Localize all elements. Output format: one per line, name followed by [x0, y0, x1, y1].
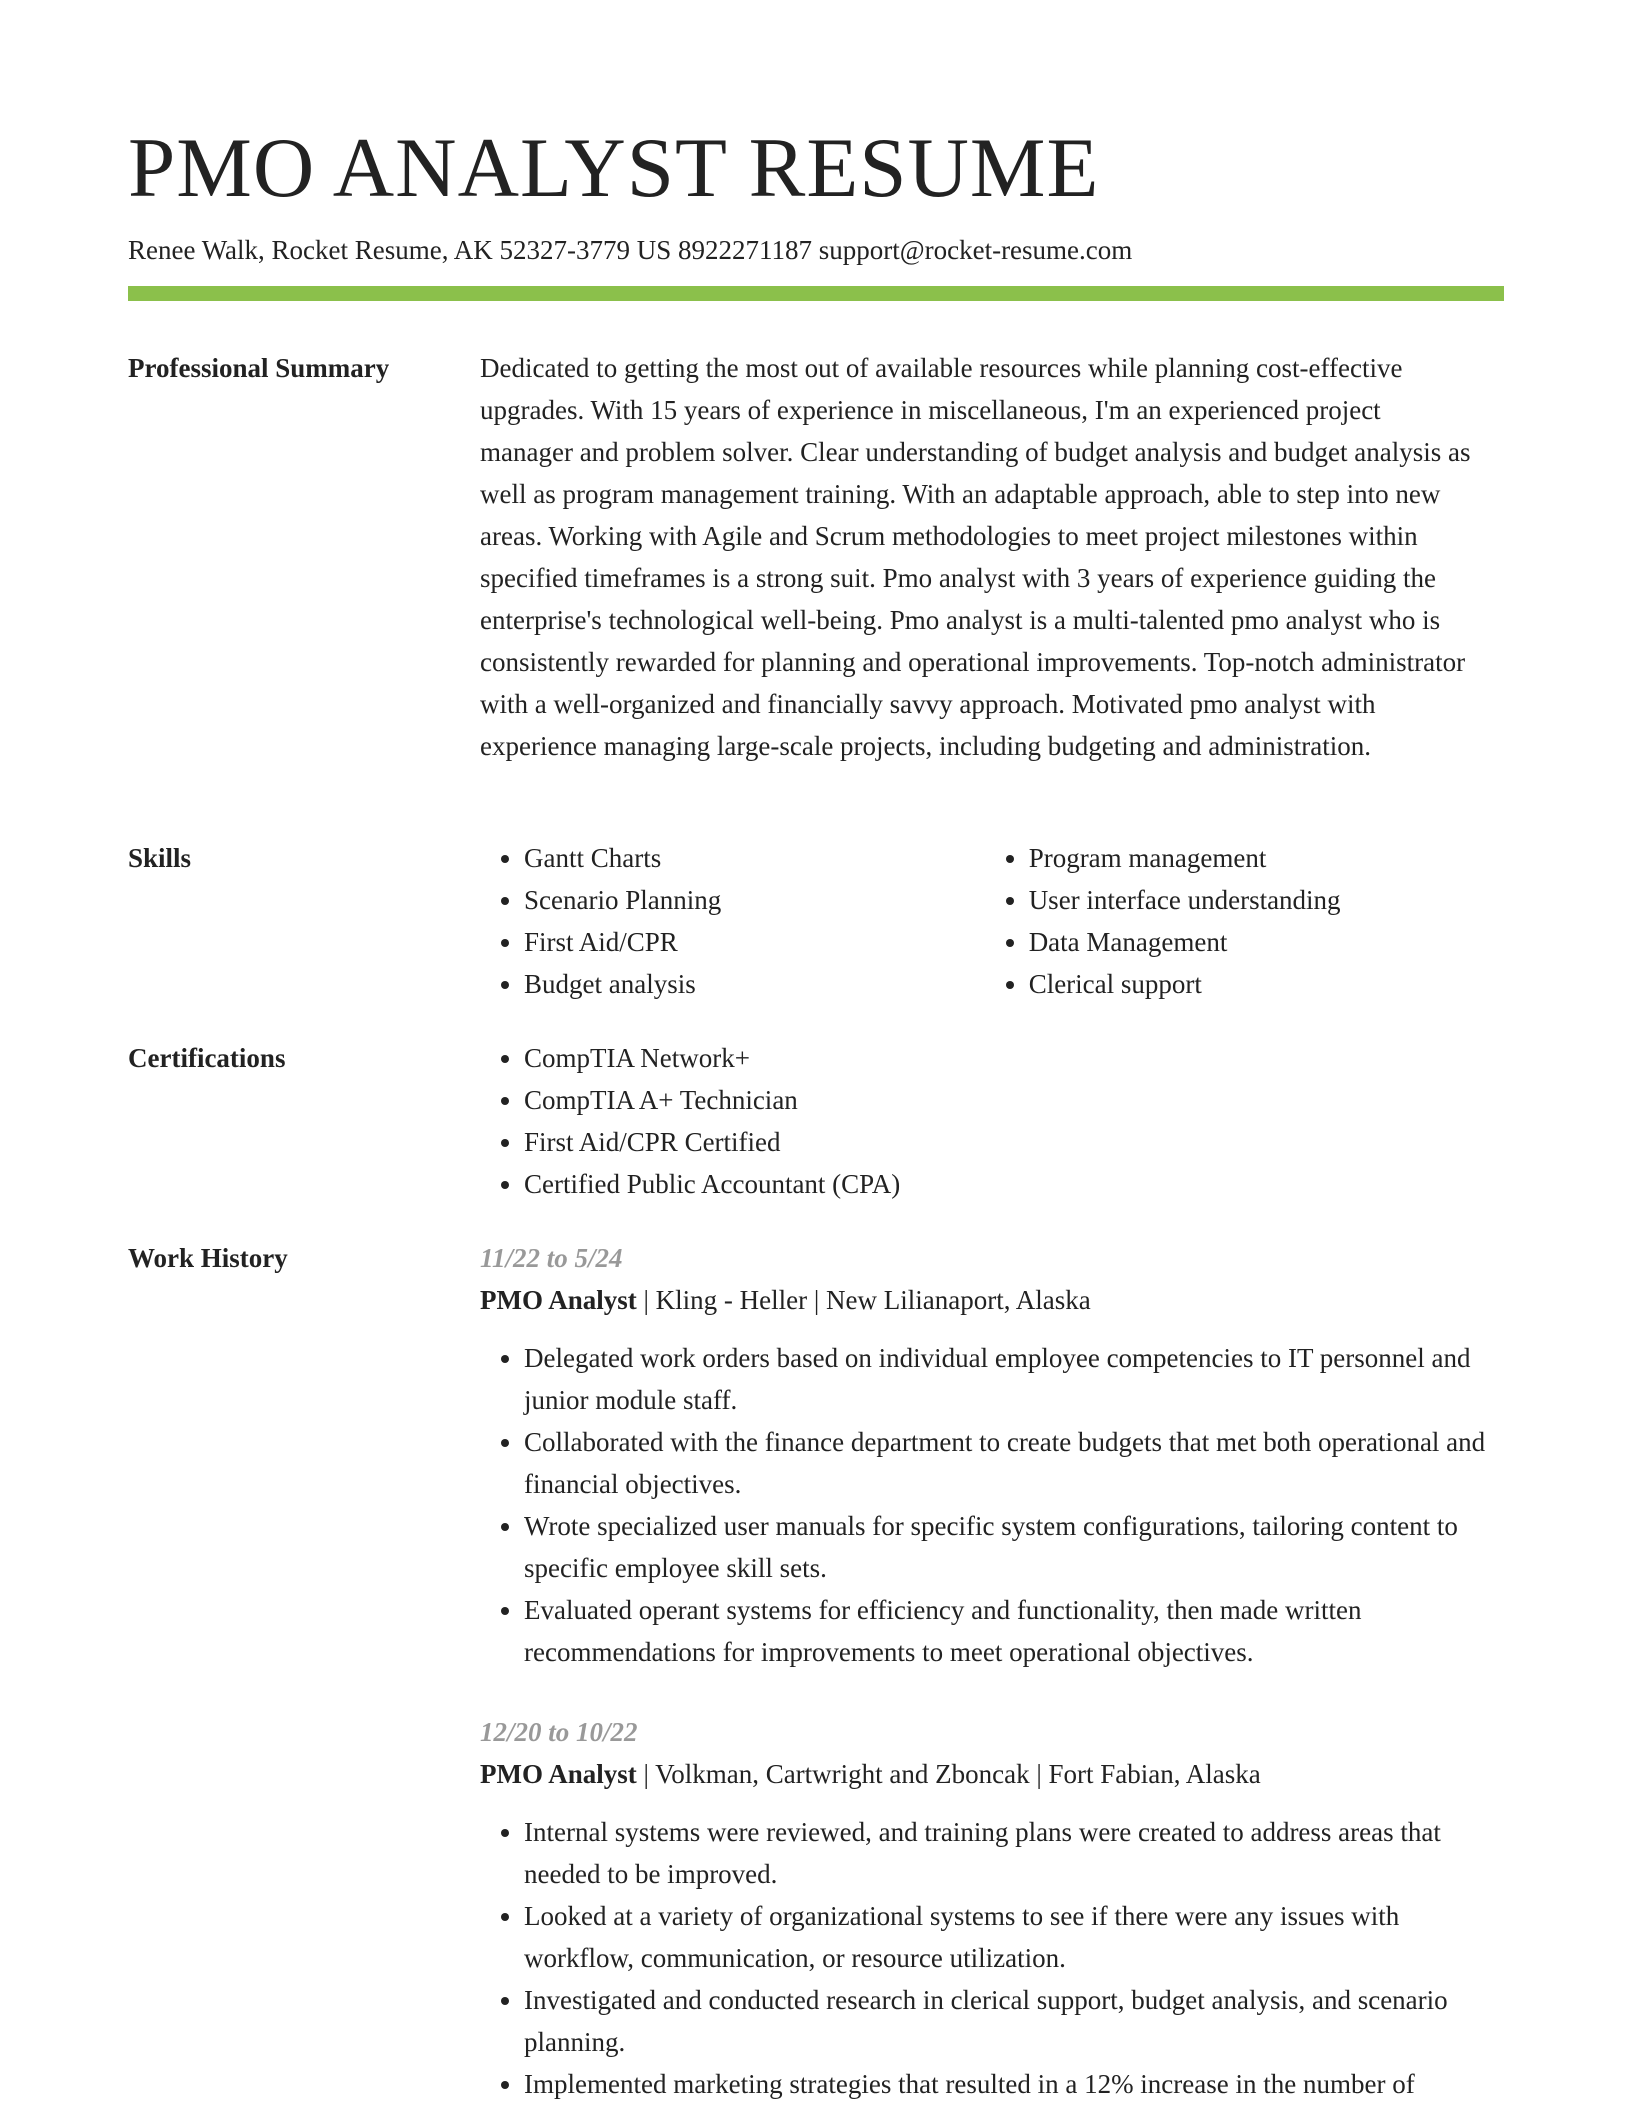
- job-bullet: • Implemented marketing strategies that resulted in a 12% increase in the number of: [524, 2063, 1504, 2105]
- job-bullet: • Evaluated operant systems for efficiency and functionality, then made written recommendations for improvements to meet operational objectives.: [524, 1589, 1504, 1673]
- resume-title: PMO ANALYST RESUME: [128, 121, 1100, 215]
- work-history-body: [480, 1237, 1504, 2105]
- job-date: 11/22 to 5/24: [480, 1243, 623, 1273]
- contact-line: Renee Walk, Rocket Resume, AK 52327-3779 US 8922271187 support@rocket-resume.com: [128, 235, 1133, 265]
- certification-item: • Certified Public Accountant (CPA): [524, 1163, 1504, 1205]
- job-bullets: [480, 1337, 1504, 1673]
- certifications-label: Certifications: [128, 1043, 286, 1073]
- skill-item: • User interface understanding: [1029, 879, 1504, 921]
- job-bullet: • Investigated and conducted research in clerical support, budget analysis, and scenario planning.: [524, 1979, 1504, 2063]
- summary-label: Professional Summary: [128, 353, 390, 383]
- job-bullet: • Looked at a variety of organizational systems to see if there were any issues with workflow, communication, or resource utilization.: [524, 1895, 1504, 1979]
- skills-label: Skills: [128, 843, 192, 873]
- job-heading: [480, 1753, 1504, 1795]
- skill-item: • Program management: [1029, 837, 1504, 879]
- skills-list-left: [480, 837, 985, 1005]
- accent-divider: [128, 286, 1504, 301]
- skill-item: • Budget analysis: [524, 963, 985, 1005]
- skill-item: • Gantt Charts: [524, 837, 985, 879]
- certifications-list: [480, 1037, 1504, 1205]
- job-bullet: • Delegated work orders based on individual employee competencies to IT personnel and junior module staff.: [524, 1337, 1504, 1421]
- certification-item: • CompTIA Network+: [524, 1037, 1504, 1079]
- skill-item: • Data Management: [1029, 921, 1504, 963]
- skill-item: • First Aid/CPR: [524, 921, 985, 963]
- job-entry: [480, 1711, 1504, 2105]
- certification-item: • First Aid/CPR Certified: [524, 1121, 1504, 1163]
- skill-item: • Clerical support: [1029, 963, 1504, 1005]
- job-title: PMO Analyst: [480, 1759, 637, 1789]
- summary-body: [480, 347, 1504, 767]
- summary-text: Dedicated to getting the most out of available resources while planning cost-effective upgrades. With 15 years of experience in miscellaneous, I'm an experienced project manager and problem solver. Clear understanding of budget analysis and budget analysis as well as program management training. With an adaptable approach, able to step into new areas. Working with Agile and Scrum methodologies to meet project milestones within specified timeframes is a strong suit. Pmo analyst with 3 years of experience guiding the enterprise's technological well-being. Pmo analyst is a multi-talented pmo analyst who is consistently rewarded for planning and operational improvements. Top-notch administrator with a well-organized and financially savvy approach. Motivated pmo analyst with experience managing large-scale projects, including budgeting and administration.: [480, 353, 1471, 761]
- skills-list-right: [985, 837, 1504, 1005]
- job-bullet: • Collaborated with the finance department to create budgets that met both operational and financial objectives.: [524, 1421, 1504, 1505]
- job-title: PMO Analyst: [480, 1285, 637, 1315]
- job-bullet: • Internal systems were reviewed, and training plans were created to address areas that needed to be improved.: [524, 1811, 1504, 1895]
- job-date: 12/20 to 10/22: [480, 1717, 638, 1747]
- job-heading: [480, 1279, 1504, 1321]
- job-details: | Kling - Heller | New Lilianaport, Alaska: [636, 1285, 1091, 1315]
- skill-item: • Scenario Planning: [524, 879, 985, 921]
- work-history-label: Work History: [128, 1243, 288, 1273]
- job-bullet: • Wrote specialized user manuals for specific system configurations, tailoring content to specific employee skill sets.: [524, 1505, 1504, 1589]
- job-entry: [480, 1237, 1504, 1673]
- certifications-body: [480, 1037, 1504, 1205]
- certification-item: • CompTIA A+ Technician: [524, 1079, 1504, 1121]
- skills-body: [480, 837, 1504, 1005]
- job-details: | Volkman, Cartwright and Zboncak | Fort Fabian, Alaska: [636, 1759, 1261, 1789]
- job-bullets: [480, 1811, 1504, 2105]
